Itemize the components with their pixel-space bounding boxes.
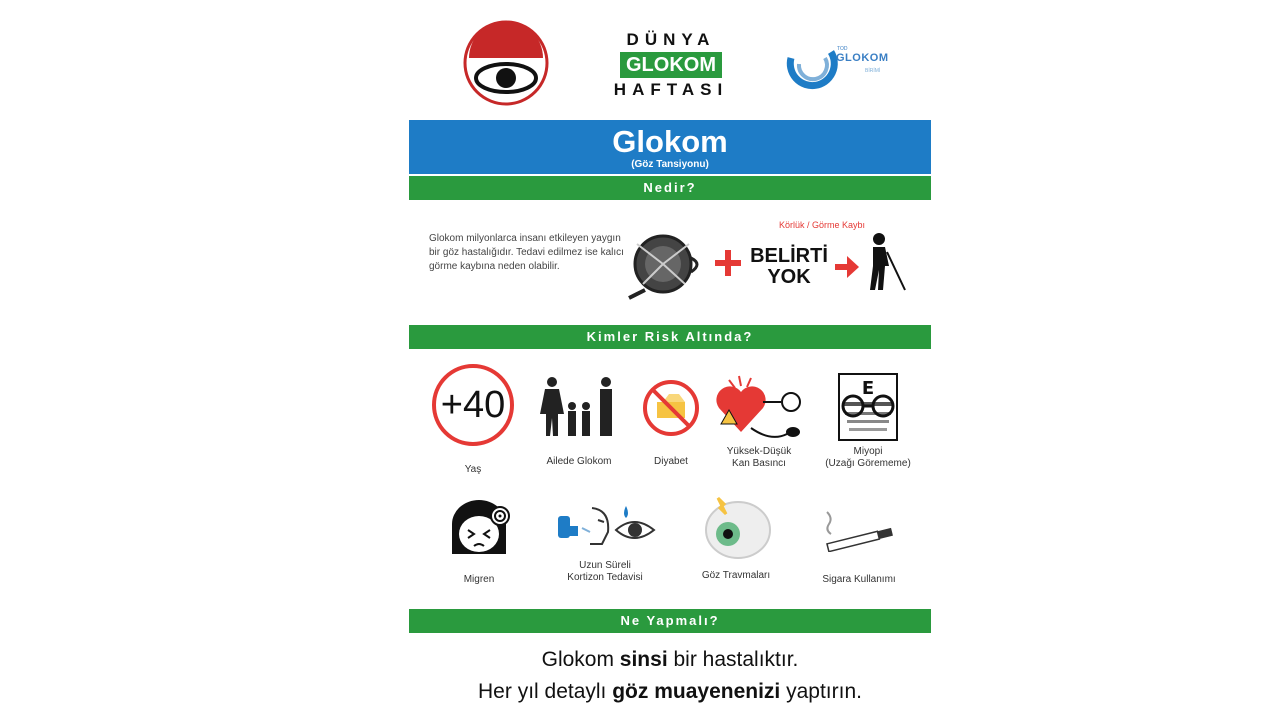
logo-dunya: DÜNYA — [626, 30, 716, 49]
world-glaucoma-week-logo — [606, 30, 736, 104]
cigarette-icon — [817, 508, 901, 552]
glaucoma-description: Glokom milyonlarca insanı etkileyen yaygın bir göz hastalığıdır. Tedavi edilmez ise kalıcı görme kaybına neden olabilir. — [429, 233, 624, 272]
blind-person-icon — [859, 232, 909, 294]
arrow-right-icon — [833, 254, 861, 280]
risk-smoking-label: Sigara Kullanımı — [822, 574, 896, 585]
svg-text:E: E — [861, 378, 875, 399]
risk-trauma-label: Göz Travmaları — [701, 570, 771, 581]
blindness-label: Körlük / Görme Kaybı — [779, 220, 866, 230]
risk-family — [529, 376, 629, 468]
risk-bp-label-1: Yüksek-Düşük — [726, 446, 792, 457]
bottom-l1-b: sinsi — [619, 648, 668, 671]
bottom-line-1 — [409, 648, 931, 672]
section-yapmali: Ne Yapmalı? — [409, 609, 931, 633]
risk-migraine — [429, 500, 529, 586]
heart-pressure-icon — [711, 372, 807, 442]
glaucoma-poster — [409, 0, 931, 720]
logo-haftasi: HAFTASI — [613, 80, 729, 99]
logo-glokom: GLOKOM — [620, 52, 722, 78]
risk-migraine-label: Migren — [463, 574, 495, 585]
risk-cortisone — [549, 500, 661, 584]
risk-cortisone-label-1: Uzun Süreli — [579, 560, 631, 571]
risk-smoking — [803, 508, 915, 586]
title-band — [409, 120, 931, 174]
logo-tod: TOD — [837, 46, 848, 52]
family-icon — [536, 376, 622, 438]
bottom-l1-a: Glokom — [541, 648, 620, 671]
eye-emblem-icon — [463, 20, 549, 106]
eye-cross-section-icon — [623, 232, 707, 300]
risk-myopia — [811, 372, 925, 470]
bottom-l2-b: göz muayenenizi — [612, 680, 781, 703]
inhaler-eye-icon — [550, 500, 660, 556]
glaucoma-unit-logo — [781, 36, 897, 94]
risk-myopia-label-1: Miyopi — [853, 446, 883, 457]
age-circle: +40 — [432, 364, 514, 446]
logo-glokom-birimi: GLOKOM — [836, 52, 889, 64]
plus-icon — [713, 248, 743, 278]
bottom-l1-c: bir hastalıktır. — [667, 648, 799, 671]
injured-eye-icon — [698, 494, 774, 560]
risk-blood-pressure — [709, 372, 809, 470]
migraine-face-icon — [444, 500, 514, 556]
ophthalmology-society-logo — [463, 20, 549, 106]
swirl-icon — [781, 36, 841, 94]
bottom-line-2 — [409, 680, 931, 704]
risk-cortisone-label-2: Kortizon Tedavisi — [567, 572, 643, 583]
belirti-line1: BELİRTİ — [750, 245, 828, 267]
page-title: Glokom — [612, 124, 728, 159]
no-symptom-text — [743, 246, 835, 288]
bottom-l2-c: yaptırın. — [780, 680, 862, 703]
eye-chart-icon — [825, 372, 911, 442]
bottom-l2-a: Her yıl detaylı — [478, 680, 613, 703]
risk-diabetes — [631, 378, 711, 468]
logo-birimi: BİRİMİ — [865, 68, 881, 74]
risk-age — [427, 364, 519, 476]
risk-diabetes-label: Diyabet — [654, 456, 688, 467]
risk-trauma — [681, 494, 791, 582]
section-nedir: Nedir? — [409, 176, 931, 200]
risk-myopia-label-2: (Uzağı Görememe) — [825, 458, 911, 469]
no-sugar-icon — [641, 378, 701, 438]
risk-age-label: Yaş — [464, 464, 482, 475]
page-subtitle: (Göz Tansiyonu) — [631, 159, 709, 170]
section-risk: Kimler Risk Altında? — [409, 325, 931, 349]
risk-bp-label-2: Kan Basıncı — [732, 458, 786, 469]
risk-family-label: Ailede Glokom — [546, 456, 612, 467]
logo-row — [409, 0, 931, 118]
belirti-line2: YOK — [767, 266, 811, 288]
